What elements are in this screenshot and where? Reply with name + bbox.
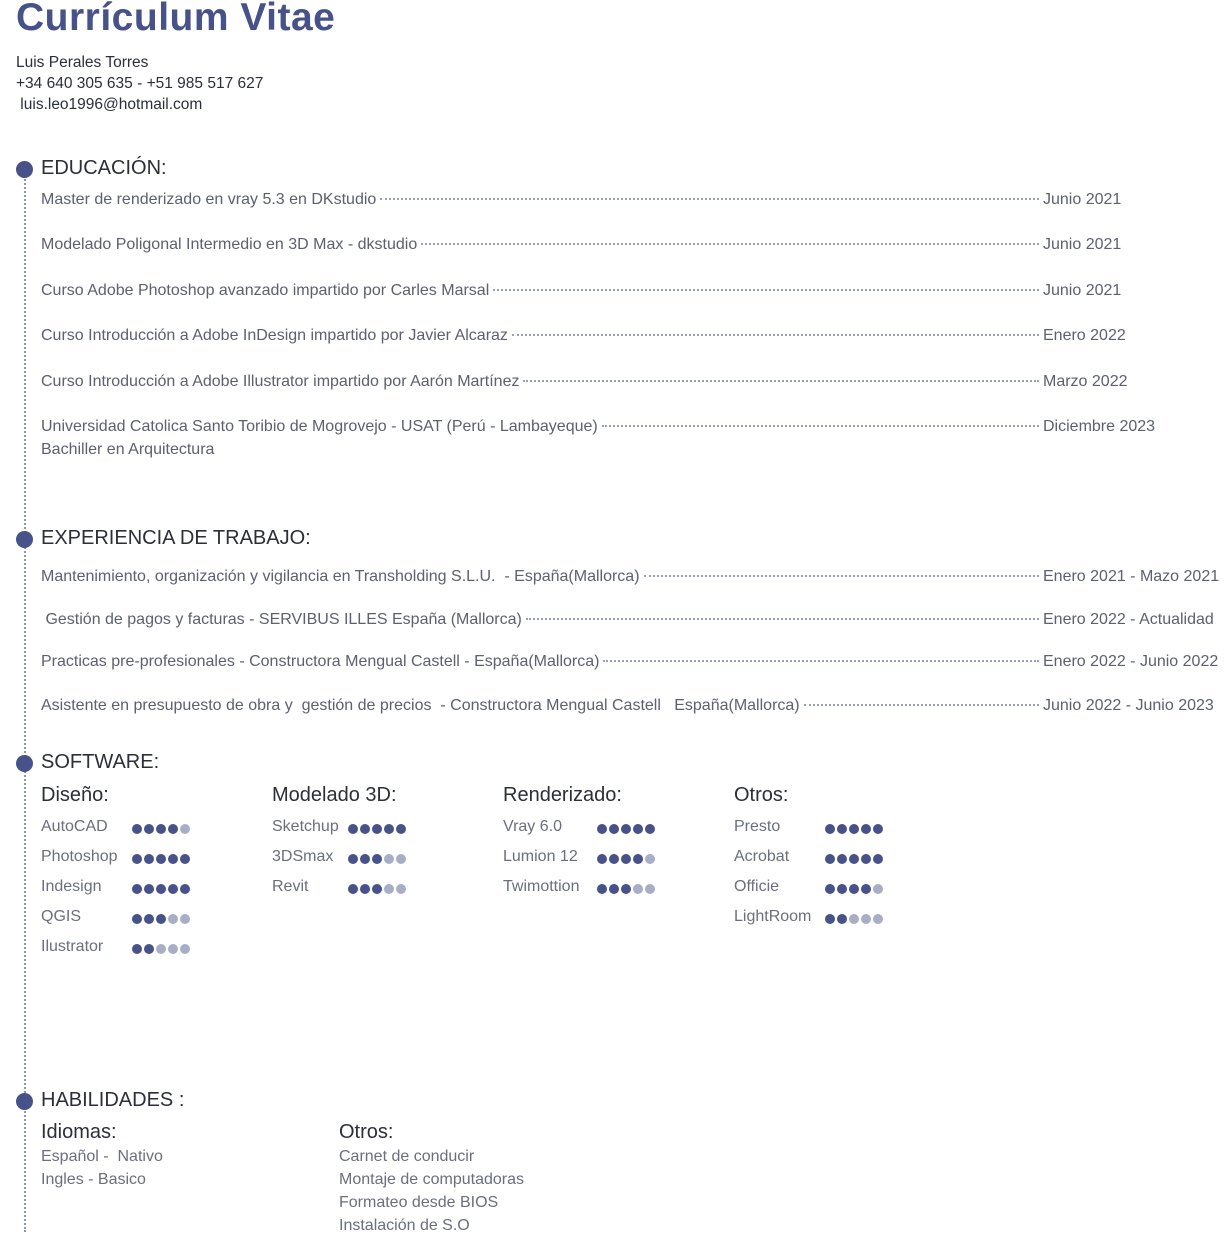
experience-date: Enero 2022 - Actualidad <box>1043 611 1214 628</box>
dotted-leader <box>804 704 1039 706</box>
rating-dot-filled <box>609 824 619 834</box>
experience-date: Enero 2021 - Mazo 2021 <box>1043 568 1220 585</box>
education-extra-line: Bachiller en Arquitectura <box>41 441 215 458</box>
rating-dot-filled <box>849 854 859 864</box>
rating-dot-filled <box>156 884 166 894</box>
experience-entry <box>41 697 1217 715</box>
rating-dot-filled <box>873 824 883 834</box>
other-skill-item: Formateo desde BIOS <box>339 1194 499 1211</box>
rating-dot-filled <box>132 824 142 834</box>
rating-dot-filled <box>837 854 847 864</box>
software-skill-name: LightRoom <box>734 908 812 925</box>
skill-rating <box>825 884 883 894</box>
education-description: Curso Adobe Photoshop avanzado impartido por Carles Marsal <box>41 282 490 299</box>
section-title-skills: HABILIDADES : <box>41 1089 185 1111</box>
software-skill-name: AutoCAD <box>41 818 108 835</box>
experience-date: Enero 2022 - Junio 2022 <box>1043 653 1219 670</box>
other-skill-item: Montaje de computadoras <box>339 1171 524 1188</box>
software-group-heading: Modelado 3D: <box>272 784 397 806</box>
rating-dot-filled <box>621 884 631 894</box>
section-marker-software <box>16 755 33 772</box>
contact-phones: +34 640 305 635 - +51 985 517 627 <box>16 75 264 92</box>
software-skill-name: Revit <box>272 878 309 895</box>
rating-dot-empty <box>849 914 859 924</box>
rating-dot-filled <box>372 854 382 864</box>
software-skill-name: Vray 6.0 <box>503 818 562 835</box>
skill-rating <box>348 884 406 894</box>
section-title-education: EDUCACIÓN: <box>41 157 167 179</box>
dotted-leader <box>644 575 1039 577</box>
rating-dot-filled <box>597 854 607 864</box>
education-entry <box>41 327 1217 345</box>
dotted-leader <box>523 380 1039 382</box>
contact-name: Luis Perales Torres <box>16 54 149 71</box>
rating-dot-filled <box>861 824 871 834</box>
dotted-leader <box>421 243 1039 245</box>
rating-dot-filled <box>372 824 382 834</box>
rating-dot-filled <box>861 854 871 864</box>
education-date: Junio 2021 <box>1043 191 1122 208</box>
dotted-leader <box>493 289 1039 291</box>
education-description: Master de renderizado en vray 5.3 en DKstudio <box>41 191 377 208</box>
experience-description: Mantenimiento, organización y vigilancia en Transholding S.L.U. - España(Mallorca) <box>41 568 640 585</box>
education-date: Junio 2021 <box>1043 282 1122 299</box>
rating-dot-filled <box>360 884 370 894</box>
rating-dot-empty <box>873 914 883 924</box>
rating-dot-filled <box>645 824 655 834</box>
education-entry <box>41 236 1217 254</box>
skill-rating <box>825 824 883 834</box>
rating-dot-filled <box>372 884 382 894</box>
rating-dot-filled <box>348 854 358 864</box>
rating-dot-filled <box>156 824 166 834</box>
rating-dot-filled <box>849 884 859 894</box>
rating-dot-filled <box>168 884 178 894</box>
dotted-leader <box>603 660 1039 662</box>
section-marker-skills <box>16 1093 33 1110</box>
education-entry <box>41 191 1217 209</box>
rating-dot-filled <box>144 944 154 954</box>
skill-rating <box>132 914 190 924</box>
other-skill-item: Instalación de S.O <box>339 1217 470 1234</box>
skill-rating <box>825 854 883 864</box>
rating-dot-filled <box>861 884 871 894</box>
rating-dot-empty <box>168 944 178 954</box>
rating-dot-filled <box>396 824 406 834</box>
education-date: Diciembre 2023 <box>1043 418 1156 435</box>
rating-dot-empty <box>180 944 190 954</box>
education-date: Enero 2022 <box>1043 327 1126 344</box>
rating-dot-filled <box>837 884 847 894</box>
rating-dot-filled <box>825 914 835 924</box>
education-entry <box>41 282 1217 300</box>
rating-dot-filled <box>849 824 859 834</box>
education-description: Universidad Catolica Santo Toribio de Mogrovejo - USAT (Perú - Lambayeque) <box>41 418 598 435</box>
section-marker-experience <box>16 531 33 548</box>
rating-dot-empty <box>396 854 406 864</box>
rating-dot-filled <box>168 854 178 864</box>
rating-dot-filled <box>180 854 190 864</box>
timeline-line <box>24 172 26 1232</box>
skill-rating <box>597 854 655 864</box>
skill-rating <box>132 824 190 834</box>
experience-description: Practicas pre-profesionales - Constructora Mengual Castell - España(Mallorca) <box>41 653 600 670</box>
software-skill-name: Officie <box>734 878 780 895</box>
languages-heading: Idiomas: <box>41 1121 117 1143</box>
rating-dot-filled <box>180 884 190 894</box>
education-description: Curso Introducción a Adobe Illustrator impartido por Aarón Martínez <box>41 373 520 390</box>
skill-rating <box>348 824 406 834</box>
education-description: Modelado Poligonal Intermedio en 3D Max - dkstudio <box>41 236 418 253</box>
rating-dot-filled <box>597 824 607 834</box>
software-skill-name: QGIS <box>41 908 82 925</box>
education-description: Curso Introducción a Adobe InDesign impartido por Javier Alcaraz <box>41 327 508 344</box>
rating-dot-empty <box>645 854 655 864</box>
rating-dot-empty <box>645 884 655 894</box>
rating-dot-empty <box>861 914 871 924</box>
rating-dot-filled <box>597 884 607 894</box>
language-item: Ingles - Basico <box>41 1171 146 1188</box>
rating-dot-filled <box>360 824 370 834</box>
rating-dot-filled <box>621 824 631 834</box>
experience-description: Asistente en presupuesto de obra y gestión de precios - Constructora Mengual Castell España(Mallorca) <box>41 697 800 714</box>
rating-dot-filled <box>132 914 142 924</box>
section-marker-education <box>16 161 33 178</box>
experience-entry <box>41 568 1220 586</box>
other-skills-heading: Otros: <box>339 1121 394 1143</box>
software-group-heading: Diseño: <box>41 784 109 806</box>
software-skill-name: Lumion 12 <box>503 848 578 865</box>
software-group-heading: Renderizado: <box>503 784 622 806</box>
skill-rating <box>825 914 883 924</box>
rating-dot-filled <box>825 854 835 864</box>
rating-dot-filled <box>825 824 835 834</box>
education-entry <box>41 418 1217 436</box>
skill-rating <box>132 944 190 954</box>
rating-dot-empty <box>633 884 643 894</box>
section-title-software: SOFTWARE: <box>41 751 160 773</box>
rating-dot-filled <box>360 854 370 864</box>
software-skill-name: Twimottion <box>503 878 580 895</box>
rating-dot-filled <box>144 914 154 924</box>
software-skill-name: Sketchup <box>272 818 339 835</box>
dotted-leader <box>602 425 1039 427</box>
rating-dot-filled <box>837 914 847 924</box>
software-skill-name: Ilustrator <box>41 938 104 955</box>
skill-rating <box>597 824 655 834</box>
rating-dot-empty <box>384 854 394 864</box>
skill-rating <box>597 884 655 894</box>
dotted-leader <box>526 618 1039 620</box>
rating-dot-filled <box>837 824 847 834</box>
page-title: Currículum Vitae <box>16 0 336 39</box>
rating-dot-filled <box>633 854 643 864</box>
rating-dot-filled <box>144 884 154 894</box>
education-date: Junio 2021 <box>1043 236 1122 253</box>
rating-dot-filled <box>609 884 619 894</box>
experience-entry <box>41 653 1217 671</box>
other-skill-item: Carnet de conducir <box>339 1148 475 1165</box>
rating-dot-filled <box>168 824 178 834</box>
skill-rating <box>348 854 406 864</box>
rating-dot-filled <box>825 884 835 894</box>
rating-dot-filled <box>144 824 154 834</box>
software-group-heading: Otros: <box>734 784 789 806</box>
rating-dot-empty <box>156 944 166 954</box>
software-skill-name: Photoshop <box>41 848 118 865</box>
rating-dot-filled <box>156 854 166 864</box>
section-title-experience: EXPERIENCIA DE TRABAJO: <box>41 527 311 549</box>
rating-dot-filled <box>156 914 166 924</box>
rating-dot-empty <box>180 824 190 834</box>
rating-dot-filled <box>144 854 154 864</box>
rating-dot-empty <box>168 914 178 924</box>
rating-dot-filled <box>348 884 358 894</box>
rating-dot-filled <box>132 884 142 894</box>
education-date: Marzo 2022 <box>1043 373 1128 390</box>
rating-dot-filled <box>132 944 142 954</box>
rating-dot-filled <box>348 824 358 834</box>
rating-dot-filled <box>384 824 394 834</box>
software-skill-name: Indesign <box>41 878 102 895</box>
skill-rating <box>132 884 190 894</box>
skill-rating <box>132 854 190 864</box>
software-skill-name: 3DSmax <box>272 848 334 865</box>
rating-dot-filled <box>132 854 142 864</box>
rating-dot-filled <box>609 854 619 864</box>
software-skill-name: Acrobat <box>734 848 790 865</box>
experience-description: Gestión de pagos y facturas - SERVIBUS ILLES España (Mallorca) <box>41 611 522 628</box>
rating-dot-empty <box>396 884 406 894</box>
dotted-leader <box>512 334 1039 336</box>
language-item: Español - Nativo <box>41 1148 163 1165</box>
experience-entry <box>41 611 1217 629</box>
rating-dot-filled <box>873 854 883 864</box>
rating-dot-empty <box>180 914 190 924</box>
software-skill-name: Presto <box>734 818 781 835</box>
dotted-leader <box>380 198 1039 200</box>
rating-dot-filled <box>633 824 643 834</box>
education-entry <box>41 373 1217 391</box>
contact-email: luis.leo1996@hotmail.com <box>16 96 203 113</box>
rating-dot-empty <box>873 884 883 894</box>
experience-date: Junio 2022 - Junio 2023 <box>1043 697 1214 714</box>
rating-dot-empty <box>384 884 394 894</box>
rating-dot-filled <box>621 854 631 864</box>
